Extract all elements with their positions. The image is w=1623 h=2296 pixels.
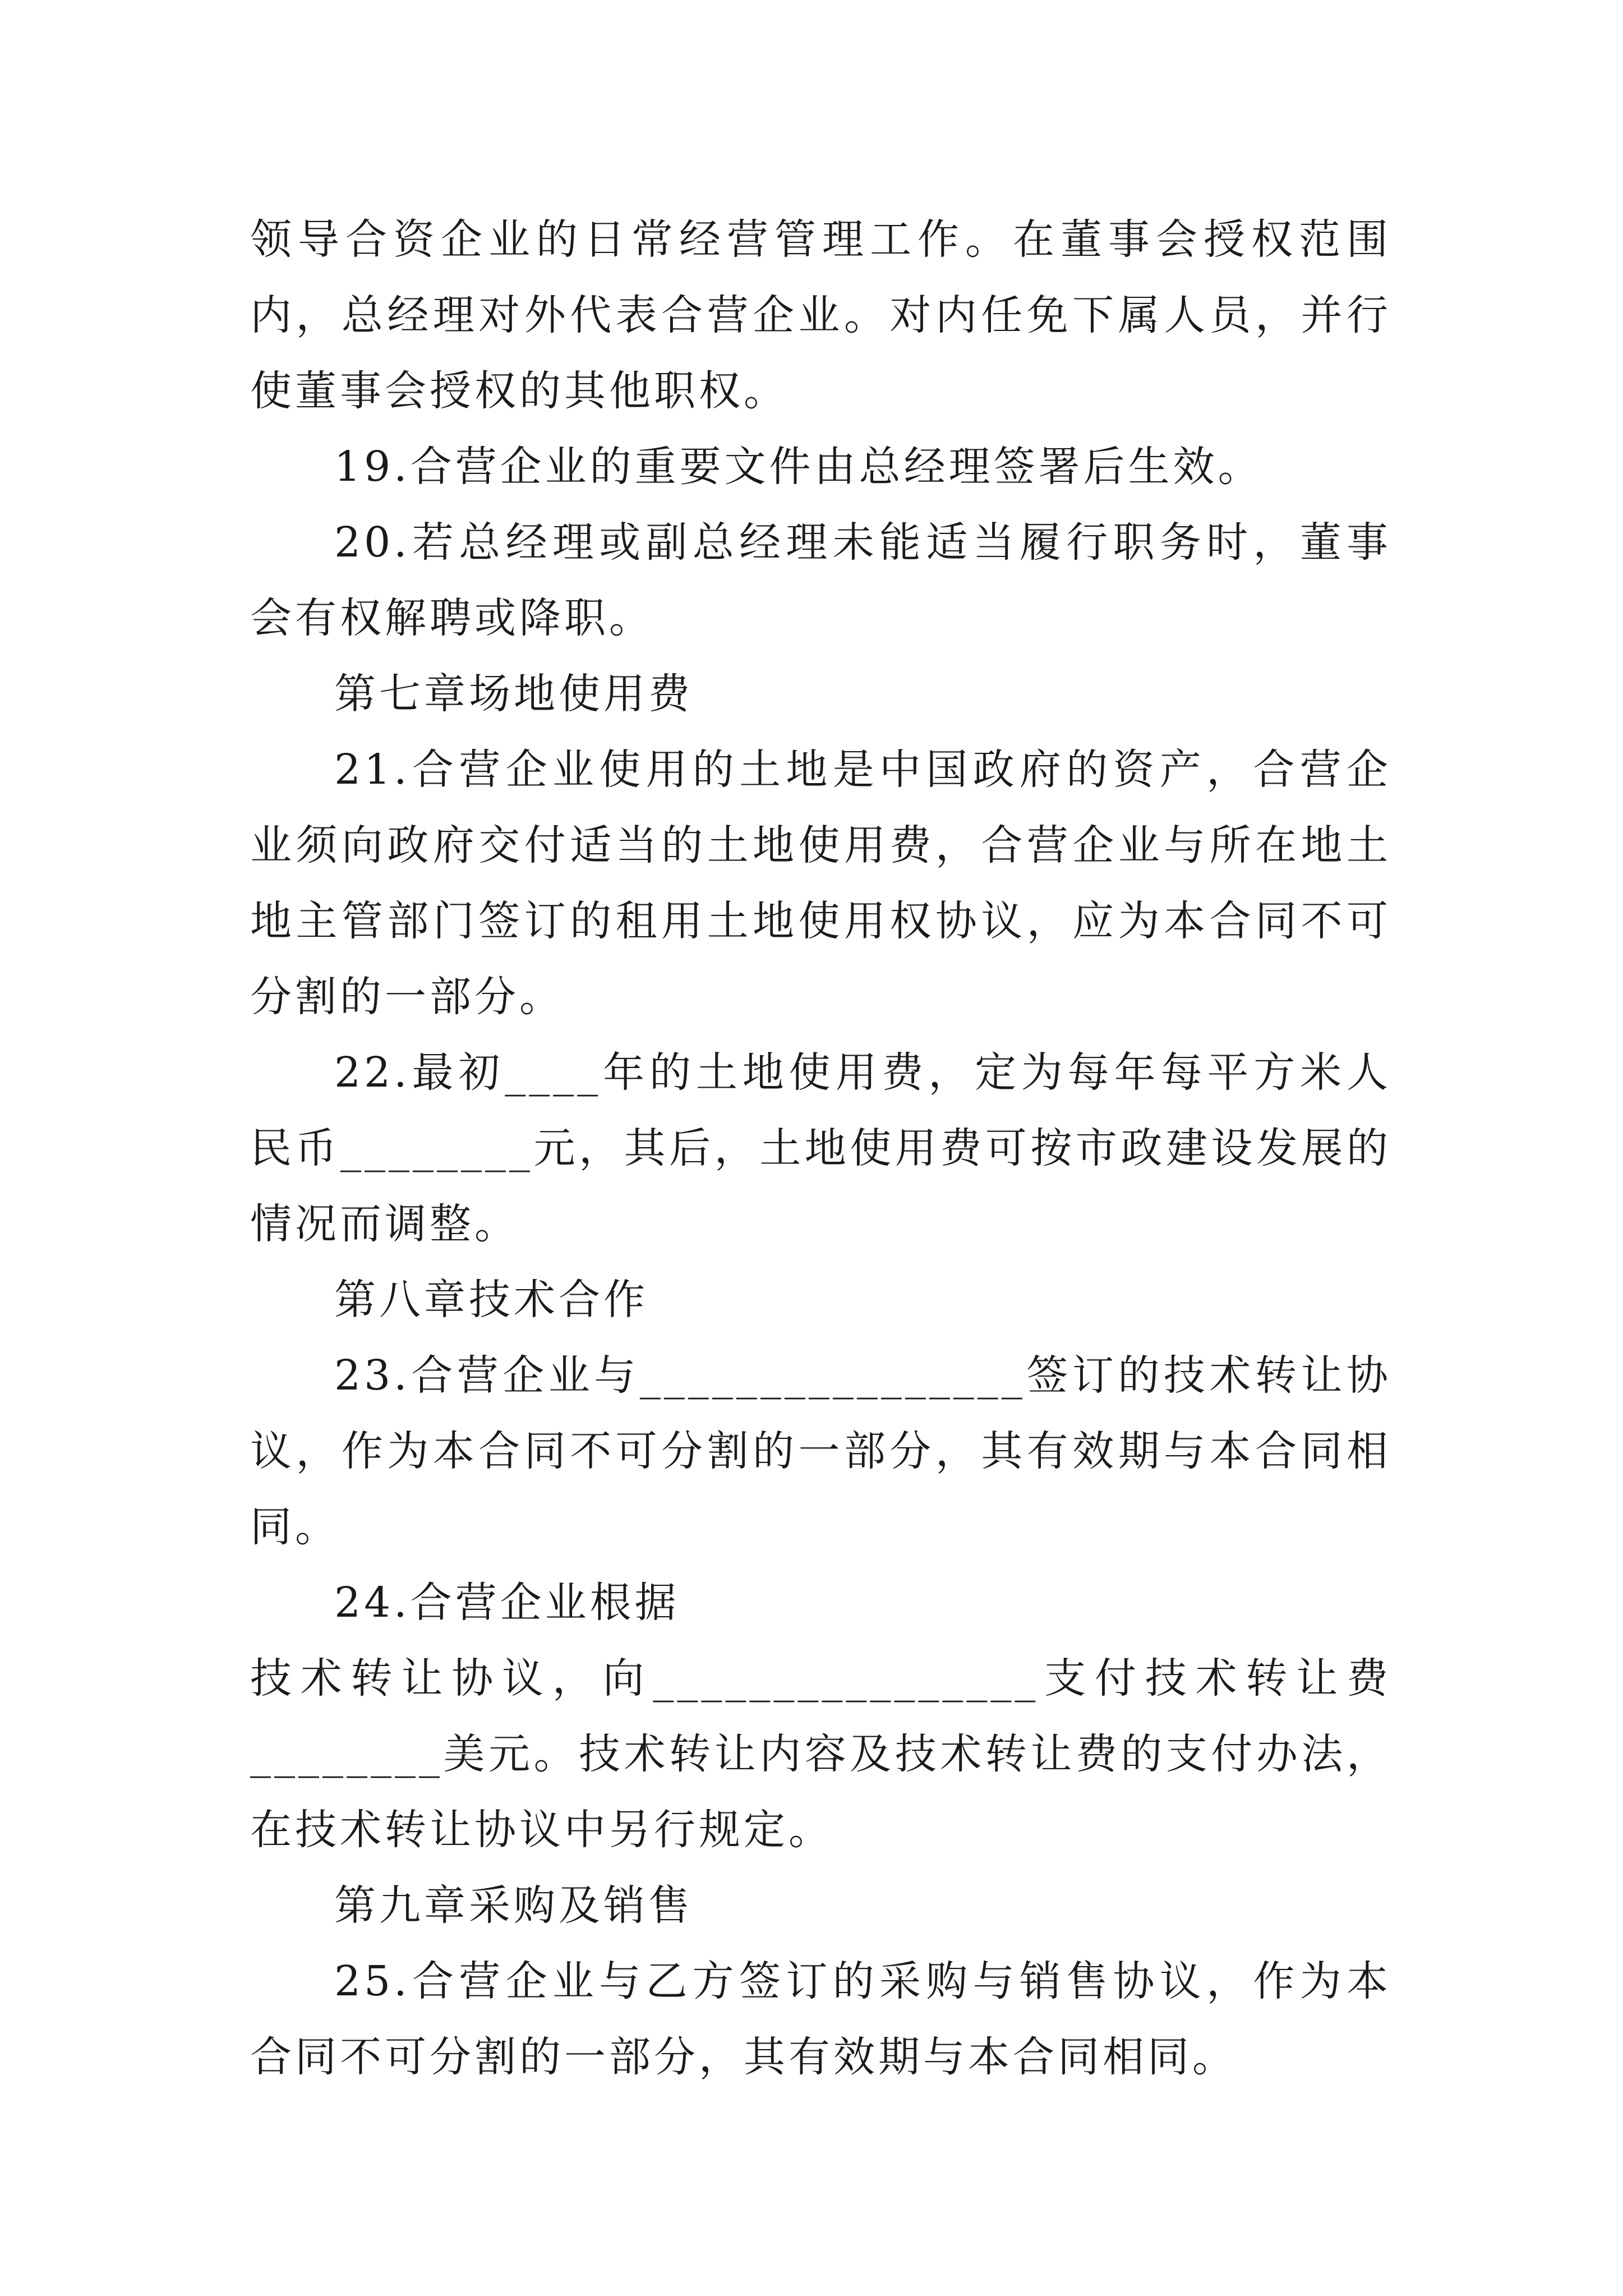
chapter-7-heading: 第七章场地使用费: [334, 670, 693, 718]
clause-22: 22.最初____年的土地使用费，定为每年每平方米人民币________元，其后，土地使用费可按市政建设发展的情况而调整。: [250, 1048, 1391, 1248]
clause-25: 25.合营企业与乙方签订的采购与销售协议，作为本合同不可分割的一部分，其有效期与本合同相同。: [250, 1957, 1391, 2081]
clause-24-continuation: 技术转让协议，向________________支付技术转让费________美元。技术转让内容及技术转让费的支付办法，在技术转让协议中另行规定。: [250, 1654, 1391, 1854]
chapter-9-heading: 第九章采购及销售: [334, 1881, 693, 1930]
clause-19: 19.合营企业的重要文件由总经理签署后生效。: [334, 443, 1263, 491]
paragraph-continuation: 领导合资企业的日常经营管理工作。在董事会授权范围内，总经理对外代表合营企业。对内任免下属人员，并行使董事会授权的其他职权。: [250, 215, 1391, 415]
clause-20: 20.若总经理或副总经理未能适当履行职务时，董事会有权解聘或降职。: [250, 518, 1391, 642]
clause-21: 21.合营企业使用的土地是中国政府的资产，合营企业须向政府交付适当的土地使用费，合营企业与所在地土地主管部门签订的租用土地使用权协议，应为本合同不可分割的一部分。: [250, 746, 1391, 1021]
document-body: [250, 202, 1391, 2095]
clause-23: 23.合营企业与________________签订的技术转让协议，作为本合同不可分割的一部分，其有效期与本合同相同。: [250, 1351, 1391, 1551]
chapter-8-heading: 第八章技术合作: [334, 1276, 648, 1324]
clause-24: 24.合营企业根据: [334, 1579, 680, 1627]
